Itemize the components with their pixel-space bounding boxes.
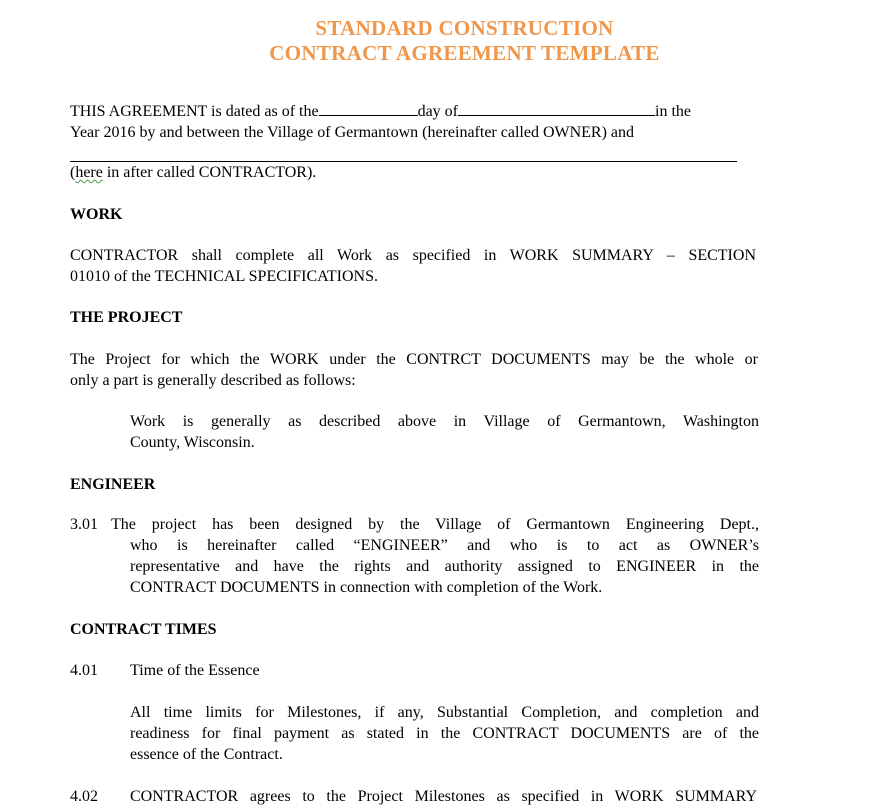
engineer-line-2: who is hereinafter called “ENGINEER” and who is to act as OWNER’s bbox=[130, 537, 759, 554]
clause-4-01-number: 4.01 bbox=[70, 662, 98, 679]
intro-text-part-1: THIS AGREEMENT is dated as of the bbox=[70, 103, 319, 120]
clause-4-01-title: Time of the Essence bbox=[130, 662, 260, 679]
clause-4-01-line-3: essence of the Contract. bbox=[130, 746, 283, 763]
engineer-clause-number: 3.01 bbox=[70, 516, 98, 533]
document-title-line-2: CONTRACT AGREEMENT TEMPLATE bbox=[269, 41, 660, 65]
project-indent-line-2: County, Wisconsin. bbox=[130, 434, 255, 451]
work-line-1: CONTRACTOR shall complete all Work as specified in WORK SUMMARY – SECTION bbox=[70, 247, 756, 264]
intro-line-2: Year 2016 by and between the Village of Germantown (hereinafter called OWNER) and bbox=[70, 124, 635, 141]
engineer-line-3: representative and have the rights and authority assigned to ENGINEER in the bbox=[130, 558, 759, 575]
project-indent-line-1: Work is generally as described above in Village of Germantown, Washington bbox=[130, 413, 759, 430]
intro-text-part-3: in the bbox=[655, 103, 691, 120]
document-title-line-1: STANDARD CONSTRUCTION bbox=[315, 16, 614, 40]
intro-line-1 bbox=[70, 101, 691, 122]
intro-paren: ( bbox=[70, 164, 76, 181]
section-heading-work: WORK bbox=[70, 206, 123, 223]
intro-line-3 bbox=[70, 162, 316, 183]
spelling-flag-here: here bbox=[75, 164, 103, 181]
clause-4-02-line-1: CONTRACTOR agrees to the Project Milestones as specified in WORK SUMMARY bbox=[130, 788, 757, 805]
clause-4-01-line-1: All time limits for Milestones, if any, Substantial Completion, and completion and bbox=[130, 704, 759, 721]
intro-line-3-rest: in after called CONTRACTOR). bbox=[102, 164, 317, 181]
clause-4-01-line-2: readiness for final payment as stated in the CONTRACT DOCUMENTS are of the bbox=[130, 725, 759, 742]
engineer-line-1: The project has been designed by the Village of Germantown Engineering Dept., bbox=[111, 516, 759, 533]
section-heading-contract-times: CONTRACT TIMES bbox=[70, 621, 217, 638]
intro-text-part-2: day of bbox=[417, 103, 458, 120]
date-blank bbox=[319, 101, 418, 116]
work-line-2: 01010 of the TECHNICAL SPECIFICATIONS. bbox=[70, 268, 379, 285]
clause-4-02-number: 4.02 bbox=[70, 788, 98, 805]
section-heading-engineer: ENGINEER bbox=[70, 476, 156, 493]
month-blank bbox=[458, 101, 655, 116]
project-line-2: only a part is generally described as follows: bbox=[70, 372, 356, 389]
section-heading-project: THE PROJECT bbox=[70, 309, 183, 326]
project-line-1: The Project for which the WORK under the CONTRCT DOCUMENTS may be the whole or bbox=[70, 351, 758, 368]
engineer-line-4: CONTRACT DOCUMENTS in connection with completion of the Work. bbox=[130, 579, 603, 596]
